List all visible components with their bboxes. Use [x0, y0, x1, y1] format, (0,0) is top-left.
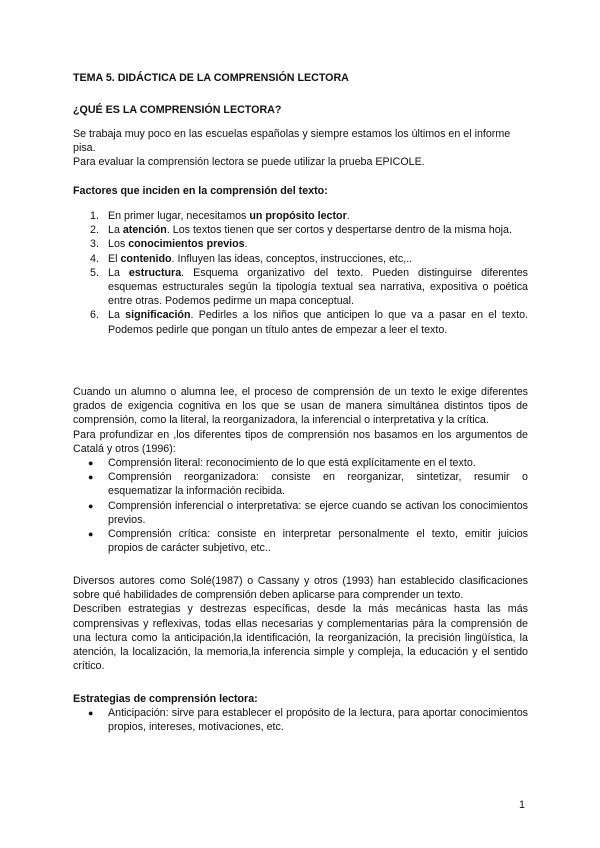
comprehension-paragraph-2: Para profundizar en ,los diferentes tipos de comprensión nos basamos en los argumentos de Catalá y otros (1996):	[73, 428, 528, 455]
bullet-icon: ●	[88, 472, 94, 483]
list-number: 6.	[90, 309, 99, 322]
factors-list	[73, 209, 528, 337]
bullet-icon: ●	[88, 529, 94, 540]
list-item: ● Comprensión literal: reconocimiento de lo que está explícitamente en el texto.	[88, 457, 476, 470]
list-item: ● Anticipación: sirve para establecer el propósito de la lectura, para aportar conocimientos propios, intereses, motivaciones, etc.	[88, 707, 528, 734]
bullet-icon: ●	[88, 458, 94, 469]
factor-item-5: 5. La estructura. Esquema organizativo del texto. Pueden distinguirse diferentes esquemas estructurales según la tipología textual sea narrativa, expositiva o poética entre otras. Podemos pedirme un mapa conceptual.	[90, 266, 529, 308]
comprehension-paragraph-1: Cuando un alumno o alumna lee, el proceso de comprensión de un texto le exige diferentes grados de exigencia cognitiva en los que se usan de manera simultánea distintos tipos de comprensión, como la literal, la reorganizadora, la inferencial o interpretativa y la crítica.	[73, 386, 528, 427]
list-item: ● Comprensión reorganizadora: consiste en reorganizar, sintetizar, resumir o esquematizar la información recibida.	[88, 471, 528, 498]
document-title: TEMA 5. DIDÁCTICA DE LA COMPRENSIÓN LECTORA	[73, 72, 349, 84]
bullet-icon: ●	[88, 708, 94, 719]
factor-item-6: 6. La significación. Pedirles a los niños que anticipen lo que va a pasar en el texto. Podemos pedirle que pongan un título antes de empezar a leer el texto.	[90, 309, 528, 336]
list-item: ● Comprensión inferencial o interpretativa: se ejerce cuando se activan los conocimientos previos.	[88, 499, 528, 526]
page-number: 1	[519, 799, 525, 811]
strategies-heading: Estrategias de comprensión lectora:	[73, 693, 258, 705]
list-number: 3.	[90, 238, 99, 251]
intro-paragraph-1: Se trabaja muy poco en las escuelas españolas y siempre estamos los últimos en el informe pisa.	[73, 128, 511, 155]
bullet-icon: ●	[88, 500, 94, 511]
list-number: 1.	[90, 210, 99, 222]
comprehension-types-list	[73, 456, 528, 555]
authors-section	[73, 574, 528, 673]
section-subtitle: ¿QUÉ ES LA COMPRENSIÓN LECTORA?	[73, 104, 282, 116]
list-number: 4.	[90, 252, 99, 265]
comprehension-section	[73, 385, 528, 555]
list-item: ● Comprensión crítica: consiste en interpretar personalmente el texto, emitir juicios propios de carácter subjetivo, etc..	[88, 528, 528, 555]
list-number: 5.	[90, 266, 99, 279]
authors-paragraph-1: Diversos autores como Solé(1987) o Cassany y otros (1993) han establecido clasificaciones sobre qué habilidades de comprensión deben aplicarse para comprender un texto.	[73, 575, 528, 602]
strategies-list	[73, 706, 528, 734]
intro-block	[73, 127, 528, 170]
factors-heading: Factores que inciden en la comprensión del texto:	[73, 185, 328, 197]
factor-item-1: 1. En primer lugar, necesitamos un propósito lector.	[90, 210, 350, 222]
factor-item-3: 3. Los conocimientos previos.	[90, 238, 248, 251]
factor-item-4: 4. El contenido. Influyen las ideas, conceptos, instrucciones, etc,..	[90, 252, 413, 265]
intro-paragraph-2: Para evaluar la comprensión lectora se puede utilizar la prueba EPICOLE.	[73, 156, 425, 169]
authors-paragraph-2: Describen estrategias y destrezas específicas, desde la más mecánicas hasta las más comprensivas y reflexivas, todas ellas necesarias y complementarias pára la comprensión de una lectura como la anticipación,la identificación, la reorganización, la precisión lingüística, la atención, la localización, la memoria,la inferencia simple y compleja, la educación y el sentido crítico.	[73, 603, 528, 673]
list-number: 2.	[90, 224, 99, 237]
factor-item-2: 2. La atención. Los textos tienen que ser cortos y despertarse dentro de la misma hoja.	[90, 224, 512, 237]
strategies-section	[73, 692, 528, 735]
